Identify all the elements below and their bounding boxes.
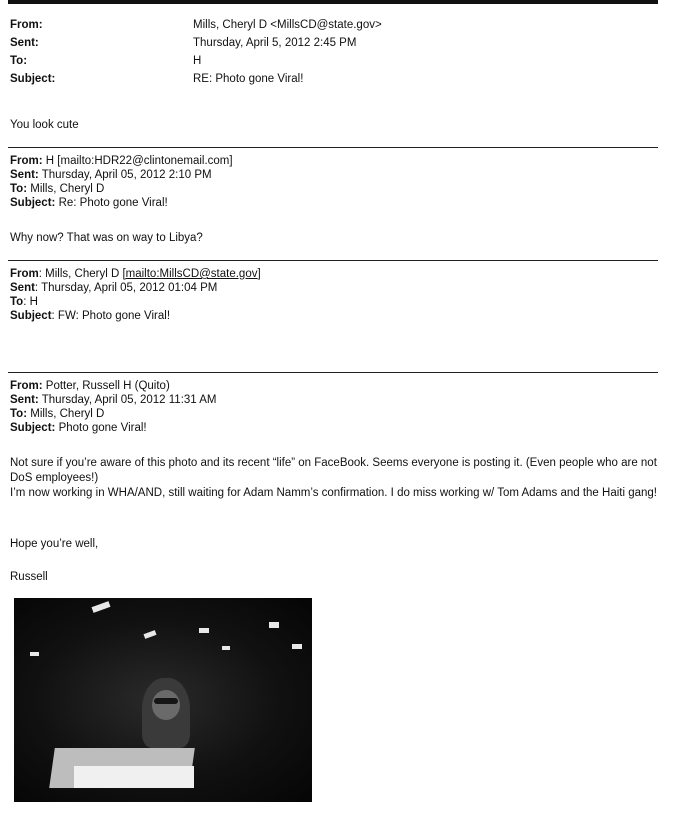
msg3-to: : H [23, 296, 38, 308]
header-subject-row [10, 72, 650, 90]
header-subject-label: Subject: [10, 73, 56, 85]
msg3-from: : Mills, Cheryl D [38, 268, 123, 280]
header-from-row [10, 18, 650, 36]
msg4-from: Potter, Russell H (Quito) [45, 380, 170, 392]
msg3-sent: : Thursday, April 05, 2012 01:04 PM [34, 282, 218, 294]
msg3-subject-label: Subject [10, 310, 52, 322]
divider-2 [8, 260, 658, 261]
divider-3 [8, 372, 658, 373]
header-to-row [10, 54, 650, 72]
msg2-body: Why now? That was on way to Libya? [10, 232, 203, 244]
header-to-label: To: [10, 55, 28, 67]
msg4-subject-label: Subject: [10, 422, 56, 434]
header-sent-label: Sent: [10, 37, 39, 49]
ceiling-light [292, 644, 302, 649]
msg4-sent-label: Sent: [10, 394, 39, 406]
msg3-from-email-link[interactable]: [mailto:MillsCD@state.gov] [122, 268, 261, 280]
ceiling-light [30, 652, 39, 656]
ceiling-light [199, 628, 209, 633]
header-subject-value: RE: Photo gone Viral! [193, 73, 304, 85]
msg4-from-label: From: [10, 380, 43, 392]
msg4-to-label: To: [10, 408, 28, 420]
ceiling-light [269, 622, 279, 628]
reply1-body: You look cute [10, 119, 79, 131]
msg3-sent-label: Sent [10, 282, 35, 294]
message-3 [10, 267, 650, 323]
msg4-closing: Hope you’re well, [10, 538, 99, 550]
header-to-value: H [193, 55, 202, 67]
msg4-body [10, 456, 660, 501]
divider-1 [8, 147, 658, 148]
header-sent-value: Thursday, April 5, 2012 2:45 PM [193, 37, 357, 49]
photo-papers [74, 766, 194, 788]
message-2 [10, 154, 650, 210]
header-from-value: Mills, Cheryl D <MillsCD@state.gov> [193, 19, 382, 31]
msg2-to: Mills, Cheryl D [30, 183, 105, 195]
msg4-sent: Thursday, April 05, 2012 11:31 AM [41, 394, 217, 406]
msg2-sent: Thursday, April 05, 2012 2:10 PM [41, 169, 212, 181]
message-4 [10, 379, 650, 435]
msg4-subject: Photo gone Viral! [58, 422, 147, 434]
msg3-subject: : FW: Photo gone Viral! [51, 310, 171, 322]
ceiling-light [144, 630, 157, 639]
msg2-from-label: From: [10, 155, 43, 167]
msg4-paragraph-1: Not sure if you’re aware of this photo and its recent “life” on FaceBook. Seems everyone is posting it. (Even people who are not DoS employees!) [10, 457, 657, 484]
ceiling-light [92, 601, 111, 613]
photo-face [152, 690, 180, 720]
ceiling-light [222, 646, 230, 650]
msg2-subject-label: Subject: [10, 197, 56, 209]
photo-sunglasses [154, 698, 178, 704]
attached-photo [14, 598, 312, 802]
email-header [10, 18, 650, 90]
msg2-subject: Re: Photo gone Viral! [58, 197, 168, 209]
msg3-from-label: From [10, 268, 39, 280]
header-sent-row [10, 36, 650, 54]
msg2-from: H [mailto:HDR22@clintonemail.com] [45, 155, 233, 167]
msg4-to: Mills, Cheryl D [30, 408, 105, 420]
header-from-label: From: [10, 19, 43, 31]
top-border [8, 0, 658, 4]
msg2-to-label: To: [10, 183, 28, 195]
msg4-signature: Russell [10, 571, 48, 583]
msg3-to-label: To [10, 296, 24, 308]
msg4-paragraph-2: I’m now working in WHA/AND, still waiting for Adam Namm’s confirmation. I do miss working w/ Tom Adams and the Haiti gang! [10, 487, 658, 499]
msg2-sent-label: Sent: [10, 169, 39, 181]
